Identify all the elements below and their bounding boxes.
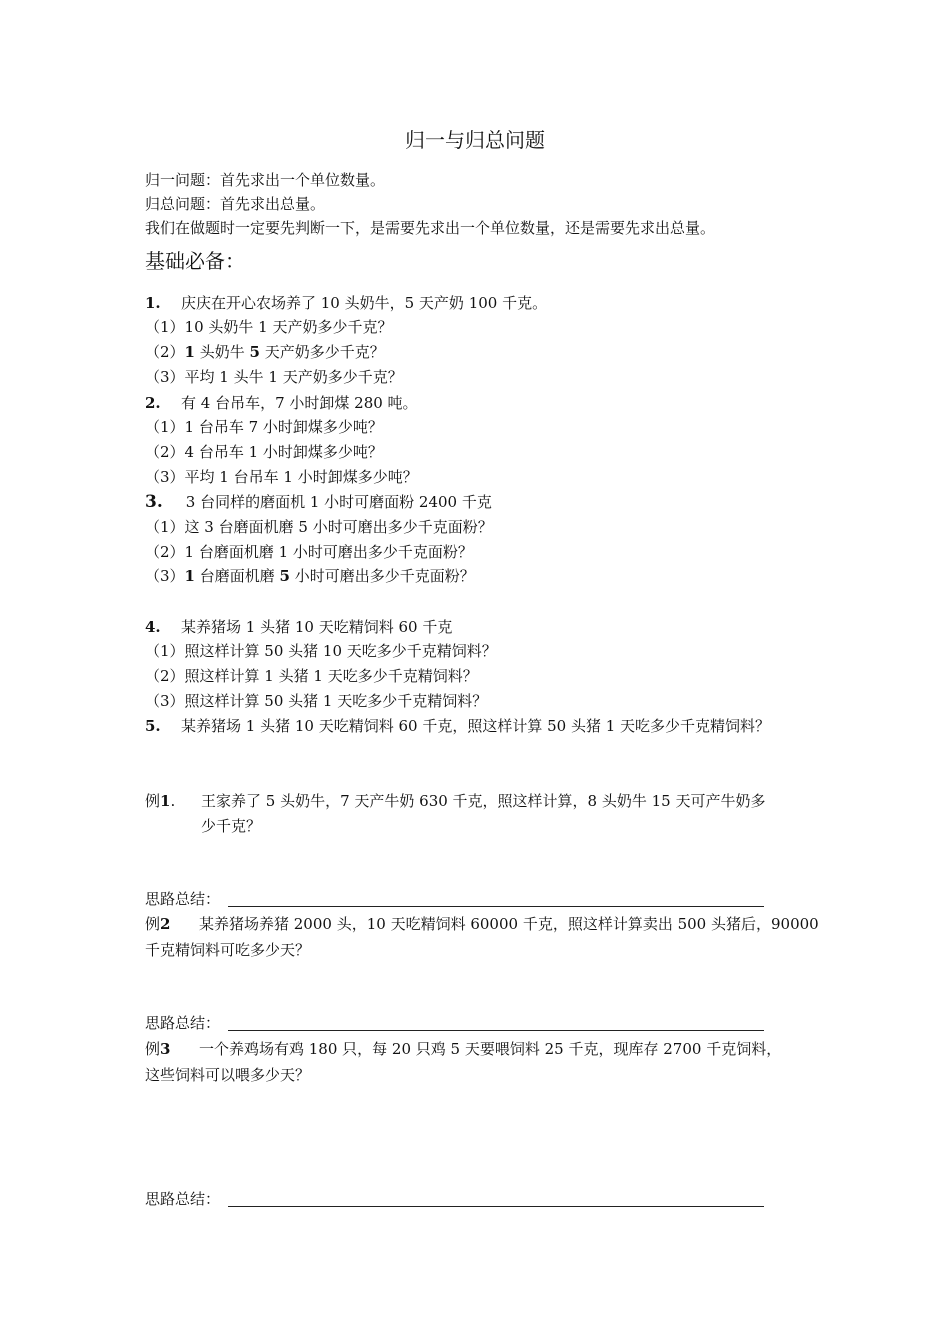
- summary-label: 思路总结：: [145, 1190, 221, 1208]
- summary-label: 思路总结：: [145, 1014, 221, 1032]
- problem-4-q1: （1）照这样计算 50 头猪 10 天吃多少千克精饲料？: [145, 642, 497, 660]
- problem-3-stem: [145, 492, 492, 512]
- problem-1-q2: [145, 342, 385, 362]
- q-bold-number: 5: [279, 567, 290, 585]
- problem-stem-text: 庆庆在开心农场养了 10 头奶牛，5 天产奶 100 千克。: [181, 294, 548, 312]
- problem-1-stem: [145, 293, 547, 313]
- summary-line-1: [145, 889, 764, 909]
- problem-stem-text: 某养猪场 1 头猪 10 天吃精饲料 60 千克: [181, 618, 453, 636]
- problem-1-q1: （1）10 头奶牛 1 天产奶多少千克？: [145, 318, 393, 336]
- summary-line-2: [145, 1013, 764, 1033]
- intro-line-1: 归一问题：首先求出一个单位数量。: [145, 171, 386, 189]
- answer-blank[interactable]: [228, 906, 764, 907]
- problem-stem-text: 某养猪场 1 头猪 10 天吃精饲料 60 千克，照这样计算 50 头猪 1 天吃多少千克精饲料？: [181, 717, 771, 735]
- example-2-line-2: 千克精饲料可吃多少天？: [145, 941, 311, 959]
- q-bold-number: 5: [249, 343, 260, 361]
- q-bold-number: 1: [184, 343, 195, 361]
- problem-4-q2: （2）照这样计算 1 头猪 1 天吃多少千克精饲料？: [145, 667, 478, 685]
- q-prefix: （2）: [145, 343, 185, 361]
- example-1-line-2: 少千克？: [201, 817, 262, 835]
- problem-number: 1.: [145, 294, 161, 312]
- problem-3-q3: [145, 566, 475, 586]
- problem-number: 2.: [145, 394, 161, 412]
- example-label: 例1.: [145, 792, 176, 810]
- problem-stem-text: 有 4 台吊车，7 小时卸煤 280 吨。: [181, 394, 418, 412]
- problem-2-q2: （2）4 台吊车 1 小时卸煤多少吨？: [145, 443, 383, 461]
- problem-number: 3.: [145, 492, 163, 512]
- problem-2-q1: （1）1 台吊车 7 小时卸煤多少吨？: [145, 418, 383, 436]
- answer-blank[interactable]: [228, 1030, 764, 1031]
- intro-line-2: 归总问题：首先求出总量。: [145, 195, 326, 213]
- q-text: 小时可磨出多少千克面粉？: [289, 567, 475, 585]
- q-prefix: （3）: [145, 567, 185, 585]
- problem-number: 5.: [145, 717, 161, 735]
- problem-number: 4.: [145, 618, 161, 636]
- example-text: 王家养了 5 头奶牛，7 天产牛奶 630 千克，照这样计算，8 头奶牛 15 天可产牛奶多: [201, 792, 766, 810]
- problem-5-stem: [145, 716, 770, 736]
- problem-2-q3: （3）平均 1 台吊车 1 小时卸煤多少吨？: [145, 468, 418, 486]
- section-heading: 基础必备：: [145, 249, 245, 273]
- summary-line-3: [145, 1189, 764, 1209]
- example-3-line-2: 这些饲料可以喂多少天？: [145, 1066, 311, 1084]
- example-label: 例2: [145, 915, 171, 933]
- q-bold-number: 1: [184, 567, 195, 585]
- example-label: 例3: [145, 1040, 171, 1058]
- q-text: 天产奶多少千克？: [259, 343, 385, 361]
- example-1-line-1: [145, 791, 766, 811]
- example-2-line-1: [145, 914, 819, 934]
- page-title: 归一与归总问题: [405, 128, 545, 152]
- problem-2-stem: [145, 393, 418, 413]
- problem-4-q3: （3）照这样计算 50 头猪 1 天吃多少千克精饲料？: [145, 692, 488, 710]
- q-text: 台磨面机磨: [194, 567, 280, 585]
- problem-stem-text: 3 台同样的磨面机 1 小时可磨面粉 2400 千克: [181, 493, 492, 511]
- problem-3-q2: （2）1 台磨面机磨 1 小时可磨出多少千克面粉？: [145, 543, 473, 561]
- intro-line-3: 我们在做题时一定要先判断一下，是需要先求出一个单位数量，还是需要先求出总量。: [145, 219, 716, 237]
- example-text: 一个养鸡场有鸡 180 只，每 20 只鸡 5 天要喂饲料 25 千克，现库存 2700 千克饲料，: [199, 1040, 782, 1058]
- q-text: 头奶牛: [194, 343, 250, 361]
- problem-3-q1: （1）这 3 台磨面机磨 5 小时可磨出多少千克面粉？: [145, 518, 493, 536]
- summary-label: 思路总结：: [145, 890, 221, 908]
- problem-4-stem: [145, 617, 452, 637]
- answer-blank[interactable]: [228, 1206, 764, 1207]
- example-text: 某养猪场养猪 2000 头，10 天吃精饲料 60000 千克，照这样计算卖出 500 头猪后，90000: [199, 915, 819, 933]
- problem-1-q3: （3）平均 1 头牛 1 天产奶多少千克？: [145, 368, 403, 386]
- example-3-line-1: [145, 1039, 781, 1059]
